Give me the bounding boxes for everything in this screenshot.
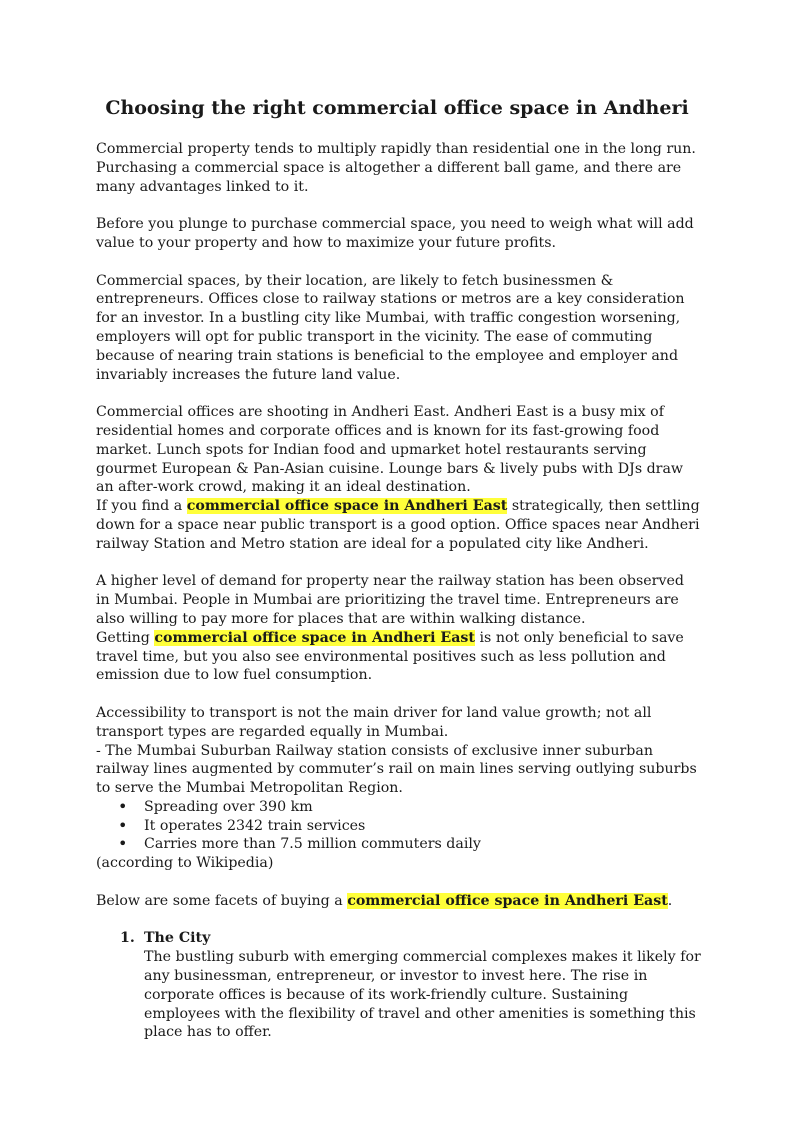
highlighted-keyword: commercial office space in Andheri East xyxy=(347,892,668,909)
document-title: Choosing the right commercial office space in Andheri xyxy=(105,97,689,119)
paragraph-find-space xyxy=(96,497,702,553)
facet-item xyxy=(96,929,702,1042)
document-body xyxy=(96,140,702,1042)
paragraph-getting-space xyxy=(96,629,702,685)
list-item: • Spreading over 390 km xyxy=(96,798,702,817)
facet-number: 1. xyxy=(120,930,135,947)
facets-list xyxy=(96,929,702,1042)
text-run: is not only beneficial to save travel time, but you also see environmental positives such as less pollution and emission due to low fuel consumption. xyxy=(96,629,684,684)
paragraph-intro: Commercial property tends to multiply rapidly than residential one in the long run. Purchasing a commercial space is altogether a different ball game, and there are many advantages linked to it. xyxy=(96,141,696,195)
paragraph-accessibility: Accessibility to transport is not the main driver for land value growth; not all transport types are regarded equally in Mumbai. xyxy=(96,704,652,740)
railway-facts-list xyxy=(96,798,702,854)
source-note: (according to Wikipedia) xyxy=(96,855,274,872)
highlighted-keyword: commercial office space in Andheri East xyxy=(186,498,508,515)
paragraph-suburban-railway: - The Mumbai Suburban Railway station consists of exclusive inner suburban railway lines augmented by commuter’s rail on main lines serving outlying suburbs to serve the Mumbai Metropolitan Region. xyxy=(96,742,697,797)
text-run: Getting xyxy=(96,629,155,646)
paragraph-demand: A higher level of demand for property near the railway station has been observed in Mumbai. People in Mumbai are prioritizing the travel time. Entrepreneurs are also willing to pay more for places that are within walking distance. xyxy=(96,573,684,627)
text-run: . xyxy=(667,892,673,909)
text-run: Below are some facets of buying a xyxy=(96,892,348,909)
paragraph-location: Commercial spaces, by their location, are likely to fetch businessmen & entrepreneurs. Offices close to railway stations or metros are a key consideration for an investor. In a bustling city like Mumbai, with traffic congestion worsening, employers will opt for public transport in the vicinity. The ease of commuting because of nearing train stations is beneficial to the employee and employer and invariably increases the future land value. xyxy=(96,272,685,383)
facet-text: The bustling suburb with emerging commercial complexes makes it likely for any businessman, entrepreneur, or investor to invest here. The rise in corporate offices is because of its work-friendly culture. Sustaining employees with the flexibility of travel and other amenities is something this place has to offer. xyxy=(144,949,701,1041)
paragraph-before-purchase: Before you plunge to purchase commercial space, you need to weigh what will add value to your property and how to maximize your future profits. xyxy=(96,216,694,251)
list-item: • Carries more than 7.5 million commuters daily xyxy=(96,835,702,854)
paragraph-andheri-east: Commercial offices are shooting in Andheri East. Andheri East is a busy mix of residential homes and corporate offices and is known for its fast-growing food market. Lunch spots for Indian food and upmarket hotel restaurants serving gourmet European & Pan-Asian cuisine. Lounge bars & lively pubs with DJs draw an after-work crowd, making it an ideal destination. xyxy=(96,404,684,496)
paragraph-facets-intro xyxy=(96,892,702,911)
facet-title: The City xyxy=(144,930,211,947)
list-item: • It operates 2342 train services xyxy=(96,817,702,836)
highlighted-keyword: commercial office space in Andheri East xyxy=(154,629,475,646)
text-run: If you find a xyxy=(96,498,187,515)
text-run: strategically, then settling down for a space near public transport is a good option. Office spaces near Andheri railway Station and Metro station are ideal for a populated city like Andheri. xyxy=(96,498,700,552)
